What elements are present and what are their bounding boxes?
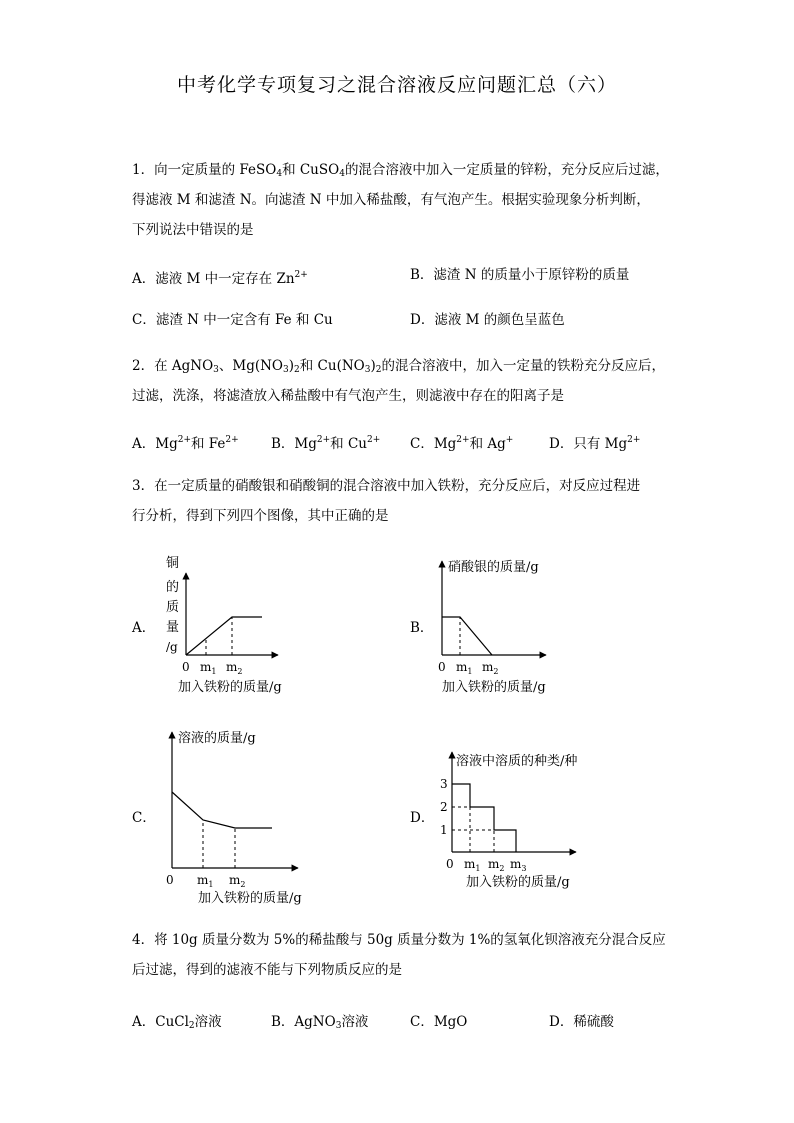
- m1-label: $m_1$: [464, 857, 481, 873]
- q1-stem-line3: 下列说法中错误的是: [132, 222, 254, 238]
- x-axis-label: 加入铁粉的质量/g: [466, 875, 570, 890]
- origin-label: 0: [438, 660, 446, 674]
- q3-option-c[interactable]: C．: [132, 810, 156, 826]
- graph-b: [430, 555, 580, 700]
- q1-option-d[interactable]: D．滤液 M 的颜色呈蓝色: [410, 312, 565, 328]
- q2-option-d[interactable]: D．只有 $Mg^{2+}$: [549, 435, 641, 452]
- graph-a: [160, 555, 300, 700]
- x-axis-label: 加入铁粉的质量/g: [178, 680, 282, 695]
- q4-option-d[interactable]: D．稀硫酸: [549, 1014, 614, 1030]
- y-axis-label: 溶液的质量/g: [178, 731, 256, 746]
- m2-label: $m_2$: [226, 660, 243, 676]
- q4-option-b[interactable]: B．AgNO$_3$溶液: [271, 1014, 369, 1031]
- y-label-char: 的: [166, 580, 180, 595]
- y-axis-label: 溶液中溶质的种类/种: [456, 754, 578, 769]
- graph-c: [160, 728, 310, 908]
- q2-stem-line2: 过滤，洗涤，将滤渣放入稀盐酸中有气泡产生，则滤液中存在的阳离子是: [132, 388, 564, 404]
- q3-option-b[interactable]: B．: [410, 620, 434, 636]
- y-label-char: 质: [166, 600, 180, 615]
- step-curve: [452, 784, 516, 852]
- x-axis-label: 加入铁粉的质量/g: [442, 680, 546, 695]
- m1-label: $m_1$: [197, 873, 214, 889]
- graph-d: [436, 748, 596, 893]
- q2-option-a[interactable]: A．$Mg^{2+}$和 $Fe^{2+}$: [132, 435, 239, 452]
- q4-option-c[interactable]: C．MgO: [410, 1014, 468, 1030]
- q4-stem-line1: 4．将 10g 质量分数为 5%的稀盐酸与 50g 质量分数为 1%的氢氧化钡溶液充分混合反应: [132, 932, 666, 948]
- curve: [172, 792, 272, 828]
- curve: [186, 617, 262, 655]
- q3-stem-line2: 行分析，得到下列四个图像，其中正确的是: [132, 508, 389, 524]
- q3-option-d[interactable]: D．: [410, 810, 435, 826]
- m3-label: $m_3$: [510, 857, 527, 873]
- page-title: 中考化学专项复习之混合溶液反应问题汇总（六）: [176, 74, 617, 96]
- origin-label: 0: [446, 857, 454, 871]
- q1-stem-line1: 1．向一定质量的 FeSO$_4$和 CuSO$_4$的混合溶液中加入一定质量的锌粉，充分反应后过滤，: [132, 162, 669, 179]
- m1-label: $m_1$: [200, 660, 217, 676]
- q4-option-a[interactable]: A．CuCl$_2$溶液: [132, 1014, 222, 1031]
- x-axis-label: 加入铁粉的质量/g: [198, 891, 302, 906]
- y-tick-3: 3: [440, 777, 448, 791]
- origin-label: 0: [182, 660, 190, 674]
- q1-stem-line2: 得滤液 M 和滤渣 N。向滤渣 N 中加入稀盐酸，有气泡产生。根据实验现象分析判断，: [132, 192, 650, 208]
- m2-label: $m_2$: [482, 660, 499, 676]
- q4-stem-line2: 后过滤，得到的滤液不能与下列物质反应的是: [132, 962, 402, 978]
- q1-option-c[interactable]: C．滤渣 N 中一定含有 Fe 和 Cu: [132, 312, 333, 328]
- y-label-char: /g: [166, 640, 178, 654]
- q2-option-c[interactable]: C．$Mg^{2+}$和 Ag+: [410, 435, 514, 452]
- m2-label: $m_2$: [229, 873, 246, 889]
- q1-option-a[interactable]: A．滤液 M 中一定存在 $Zn^{2+}$: [132, 270, 308, 287]
- q2-option-b[interactable]: B．$Mg^{2+}$和 $Cu^{2+}$: [271, 435, 381, 452]
- origin-label: 0: [166, 873, 174, 887]
- q2-stem-line1: 2．在 AgNO$_3$、$Mg(NO_3)_2$和 $Cu(NO_3)_2$的混合溶液中，加入一定量的铁粉充分反应后，: [132, 358, 665, 375]
- y-tick-2: 2: [440, 800, 448, 814]
- q3-stem-line1: 3．在一定质量的硝酸银和硝酸铜的混合溶液中加入铁粉，充分反应后，对反应过程进: [132, 478, 641, 494]
- y-tick-1: 1: [440, 823, 448, 837]
- m2-label: $m_2$: [488, 857, 505, 873]
- y-label-char: 铜: [166, 556, 180, 571]
- curve: [442, 617, 492, 655]
- q1-option-b[interactable]: B．滤渣 N 的质量小于原锌粉的质量: [410, 267, 630, 283]
- y-label-char: 量: [166, 620, 180, 635]
- m1-label: $m_1$: [456, 660, 473, 676]
- q3-option-a[interactable]: A．: [132, 620, 156, 636]
- y-axis-label: 硝酸银的质量/g: [448, 560, 539, 575]
